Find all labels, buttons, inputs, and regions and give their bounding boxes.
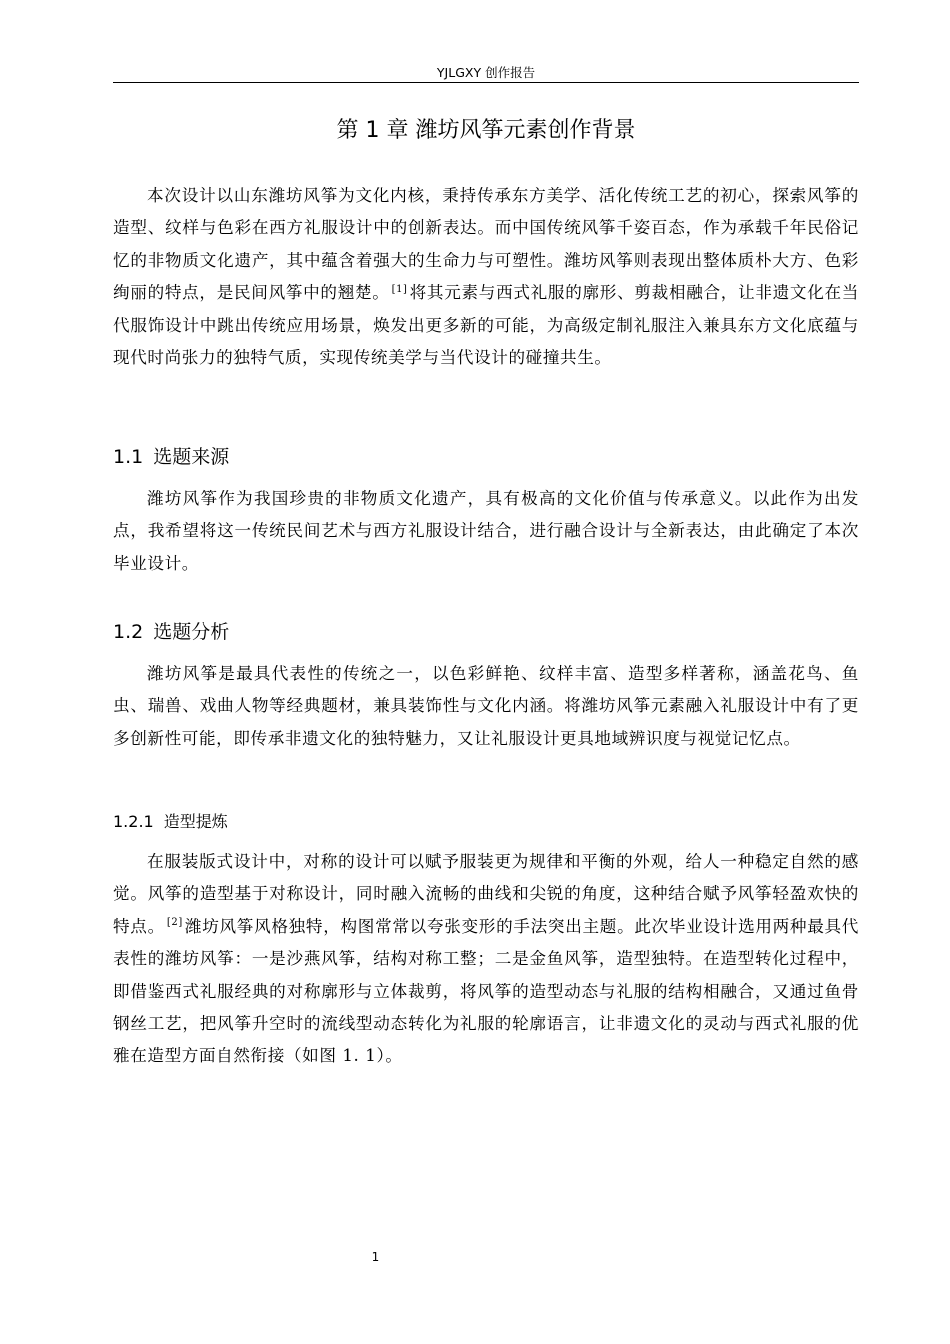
subsection-title: 造型提炼 — [163, 812, 228, 831]
running-header: YJLGXY 创作报告 — [436, 65, 536, 80]
shape-text-part2: 潍坊风筝风格独特，构图常常以夸张变形的手法突出主题。此次毕业设计选用两种最具代表性的潍坊风筝：一是沙燕风筝，结构对称工整；二是金鱼风筝，造型独特。在造型转化过程中，即借鉴西式礼服经典的对称廓形与立体裁剪，将风筝的造型动态与礼服的结构相融合，又通过鱼骨钢丝工艺，把风筝升空时的流线型动态转化为礼服的轮廓语言，让非遗文化的灵动与西式礼服的优雅在造型方面自然衔接（如图 1. 1）。 — [113, 916, 859, 1066]
intro-text-part2: 将其元素与西式礼服的廓形、剪裁相融合，让非遗文化在当代服饰设计中跳出传统应用场景，焕发出更多新的可能，为高级定制礼服注入兼具东方文化底蕴与现代时尚张力的独特气质，实现传统美学与当代设计的碰撞共生。 — [113, 283, 859, 368]
header-divider — [113, 82, 859, 83]
subsection-1-2-1-paragraph — [113, 846, 859, 1073]
section-1-1-paragraph: 潍坊风筝作为我国珍贵的非物质文化遗产，具有极高的文化价值与传承意义。以此作为出发点，我希望将这一传统民间艺术与西方礼服设计结合，进行融合设计与全新表达，由此确定了本次毕业设计。 — [113, 489, 859, 573]
section-number: 1.1 — [113, 446, 144, 468]
subsection-number: 1.2.1 — [113, 812, 154, 831]
subsection-heading-1-2-1 — [113, 810, 859, 834]
intro-text-part1: 本次设计以山东潍坊风筝为文化内核，秉持传承东方美学、活化传统工艺的初心，探索风筝的造型、纹样与色彩在西方礼服设计中的创新表达。而中国传统风筝千姿百态，作为承载千年民俗记忆的非物质文化遗产，其中蕴含着强大的生命力与可塑性。潍坊风筝则表现出整体质朴大方、色彩绚丽的特点，是民间风筝中的翘楚。 — [113, 186, 859, 303]
section-title: 选题分析 — [153, 621, 230, 643]
section-1-2-paragraph: 潍坊风筝是最具代表性的传统之一，以色彩鲜艳、纹样丰富、造型多样著称，涵盖花鸟、鱼虫、瑞兽、戏曲人物等经典题材，兼具装饰性与文化内涵。将潍坊风筝元素融入礼服设计中有了更多创新性可能，即传承非遗文化的独特魅力，又让礼服设计更具地域辨识度与视觉记忆点。 — [113, 664, 859, 748]
section-heading-1-1 — [113, 443, 859, 471]
section-title: 选题来源 — [153, 446, 230, 468]
citation-1[interactable]: [1] — [391, 283, 408, 295]
section-heading-1-2 — [113, 618, 859, 646]
shape-text-part1: 在服装版式设计中，对称的设计可以赋予服装更为规律和平衡的外观，给人一种稳定自然的感觉。风筝的造型基于对称设计，同时融入流畅的曲线和尖锐的角度，这种结合赋予风筝轻盈欢快的特点。 — [113, 852, 859, 936]
intro-paragraph — [113, 180, 859, 374]
section-number: 1.2 — [113, 621, 144, 643]
chapter-title: 第 1 章 潍坊风筝元素创作背景 — [336, 118, 636, 143]
page-number: 1 — [371, 1250, 380, 1264]
citation-2[interactable]: [2] — [166, 917, 183, 929]
